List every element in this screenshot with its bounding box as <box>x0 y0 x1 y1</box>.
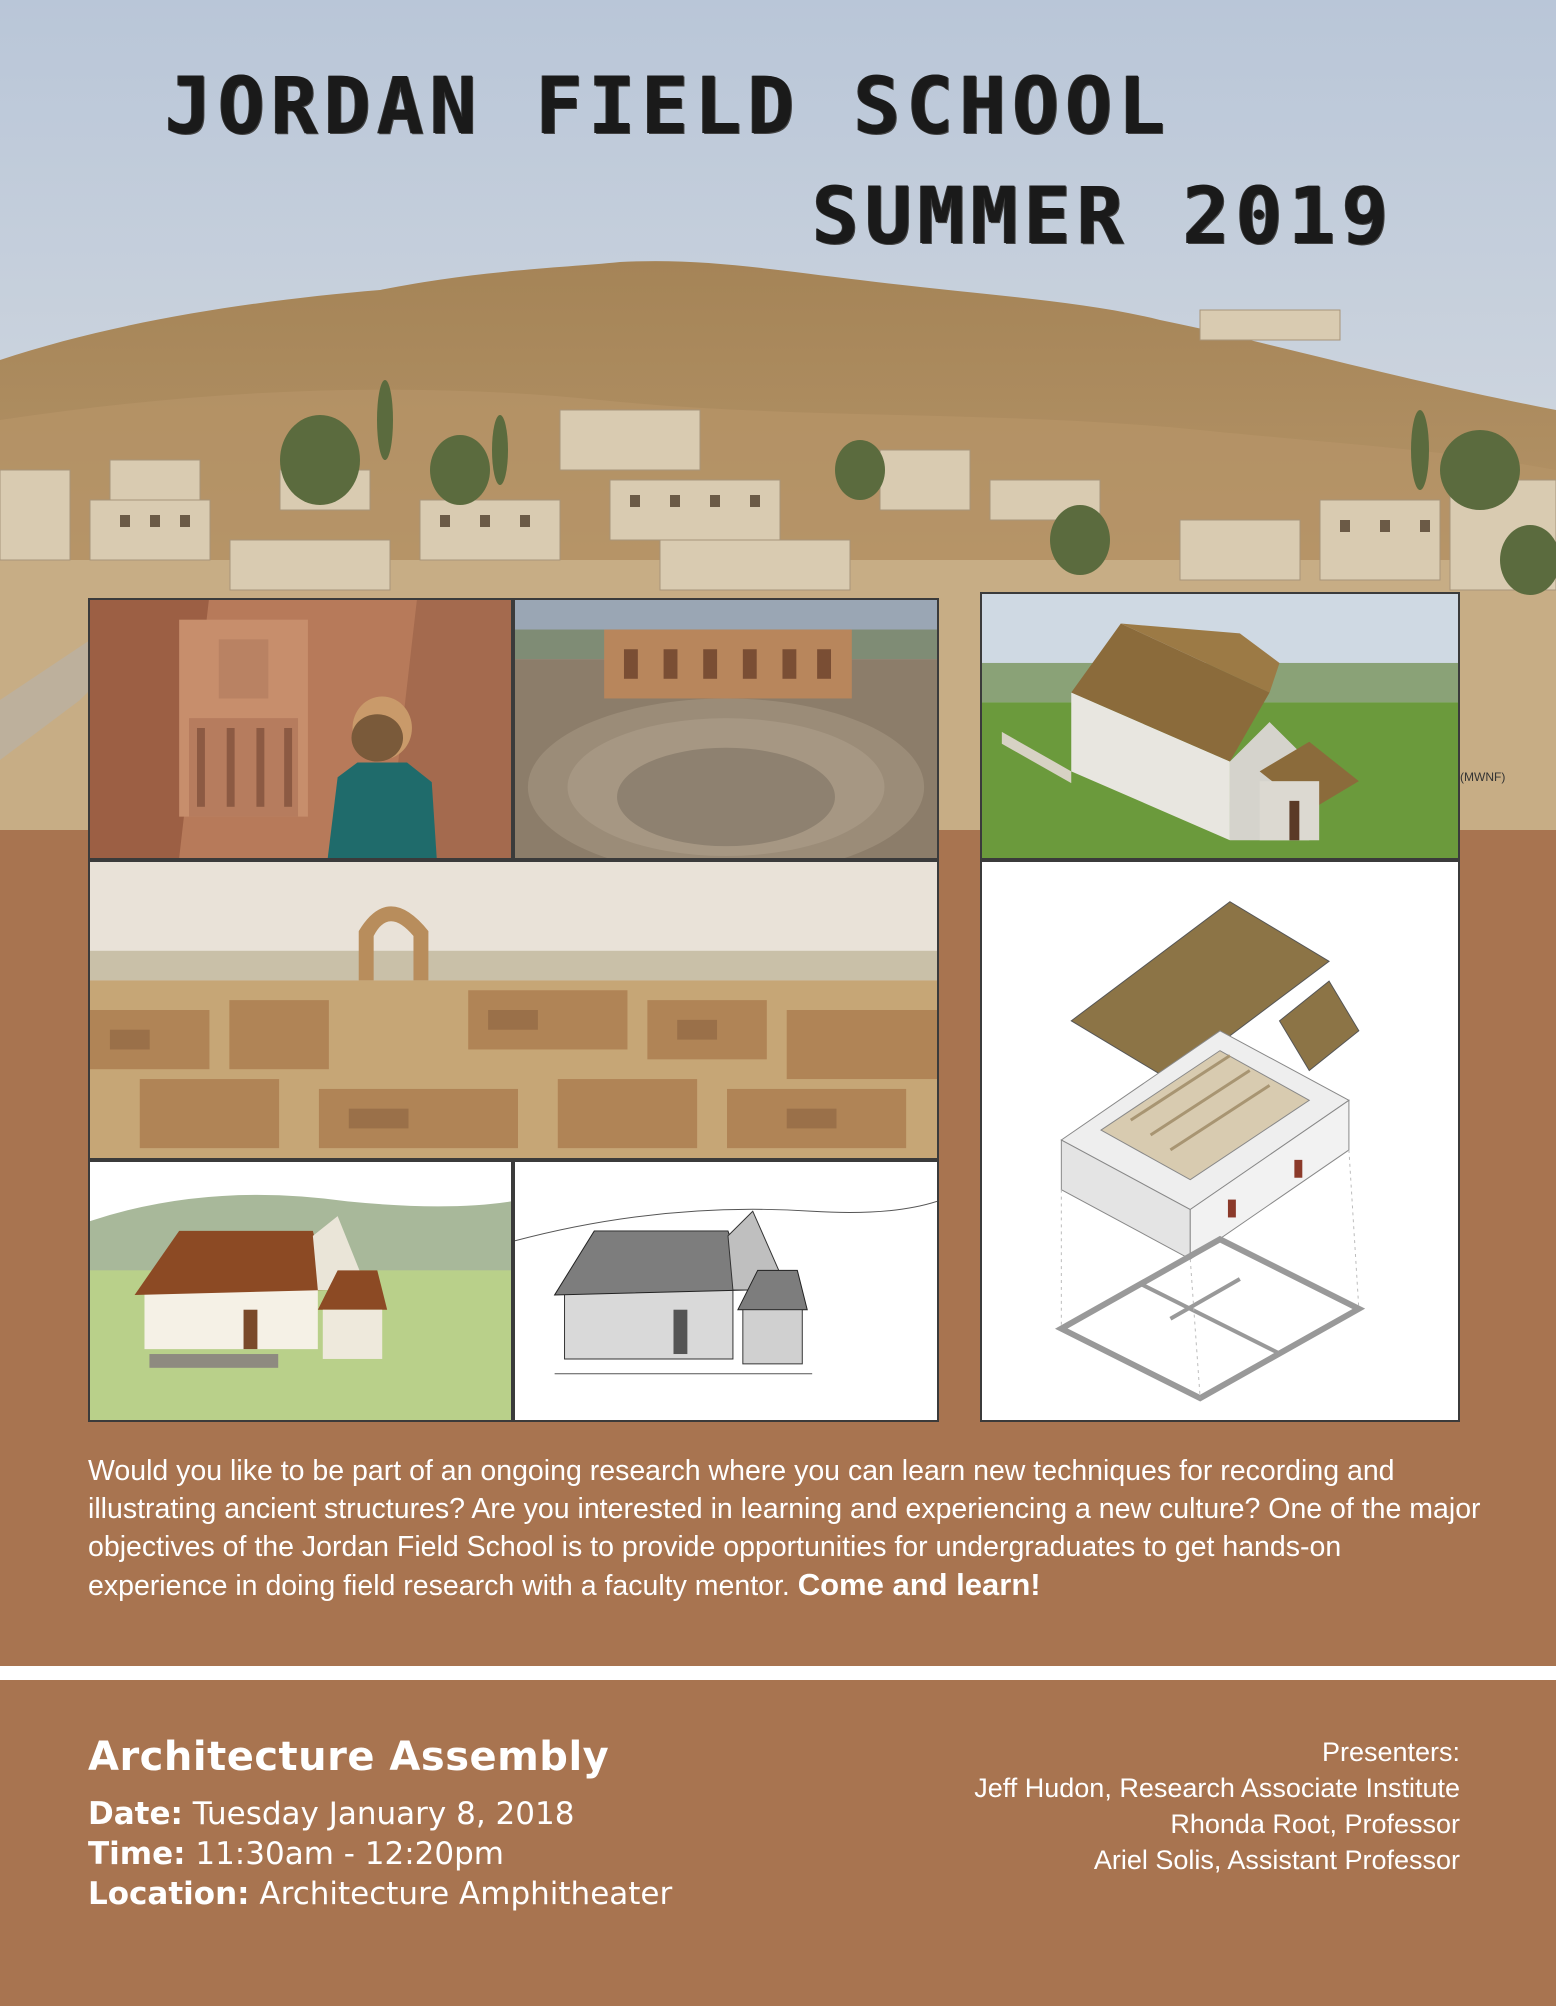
event-time <box>88 1834 672 1874</box>
event-title: Architecture Assembly <box>88 1734 610 1780</box>
event-details <box>88 1734 672 1914</box>
presenters-block <box>974 1734 1460 1878</box>
exploded-axonometric-drawing <box>980 860 1460 1422</box>
description-paragraph <box>88 1452 1488 1605</box>
presenter-1: Jeff Hudon, Research Associate Institute <box>974 1773 1460 1803</box>
date-value: Tuesday January 8, 2018 <box>192 1796 575 1832</box>
presenter-2: Rhonda Root, Professor <box>1170 1809 1460 1839</box>
divider-band <box>0 1666 1556 1680</box>
petra-treasury-photo <box>88 598 513 860</box>
call-to-action: Come and learn! <box>797 1567 1041 1602</box>
location-label: Location: <box>88 1876 250 1912</box>
thatched-house-render <box>980 592 1460 860</box>
image-credit: (MWNF) <box>1460 770 1506 784</box>
time-value: 11:30am - 12:20pm <box>195 1836 504 1872</box>
title-line-1: JORDAN FIELD SCHOOL <box>165 62 1172 152</box>
event-location <box>88 1874 672 1914</box>
house-watercolor-illustration <box>88 1160 513 1422</box>
roman-theatre-photo <box>513 598 939 860</box>
location-value: Architecture Amphitheater <box>259 1876 673 1912</box>
presenter-3: Ariel Solis, Assistant Professor <box>1093 1845 1460 1875</box>
description-text: Would you like to be part of an ongoing research where you can learn new techniques for recording and illustrating ancient structures? Are you interested in learning and experiencing a new culture? One of the major objectives of the Jordan Field School is to provide opportunities for undergraduates to get hands-on experience in doing field research with a faculty mentor. <box>88 1455 1481 1602</box>
stone-ruins-arch-photo <box>88 860 939 1160</box>
house-pen-sketch <box>513 1160 939 1422</box>
presenters-heading: Presenters: <box>1321 1737 1460 1767</box>
title-line-2: SUMMER 2019 <box>812 172 1395 262</box>
time-label: Time: <box>88 1836 186 1872</box>
event-date <box>88 1794 672 1834</box>
date-label: Date: <box>88 1796 183 1832</box>
